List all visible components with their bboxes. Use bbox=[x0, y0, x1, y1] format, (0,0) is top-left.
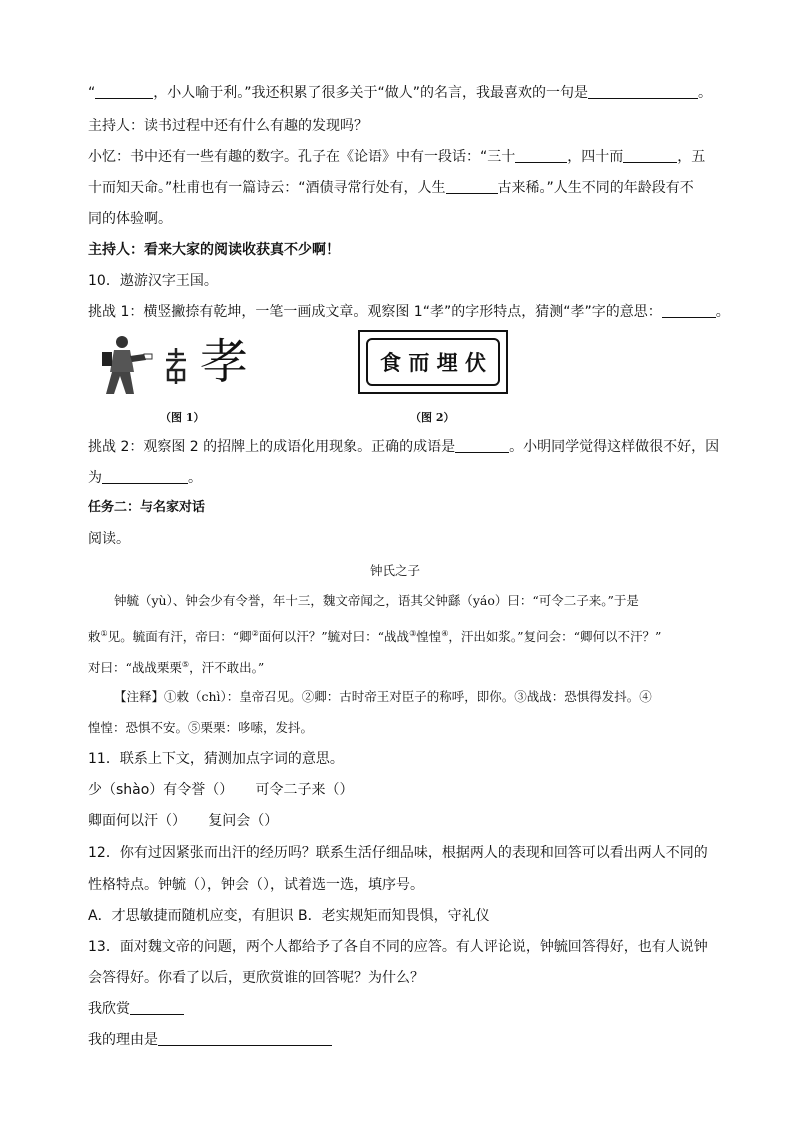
notes-line-2: 惶惶：恐惧不安。⑤栗栗：哆嗦，发抖。 bbox=[88, 720, 314, 735]
answer-blank[interactable] bbox=[446, 179, 498, 194]
question-11-items-b: 卿面何以汗（） 复问会（） bbox=[88, 813, 279, 829]
passage-line-1: 钟毓（yù）、钟会少有令誉，年十三，魏文帝闻之，语其父钟繇（yáo）曰：“可令二子来。”于是 bbox=[114, 593, 639, 608]
line-5: 同的体验啊。 bbox=[88, 211, 172, 227]
challenge-1: 挑战 1：横竖撇捺有乾坤，一笔一画成文章。观察图 1“孝”的字形特点，猜测“孝”字的意思： 。 bbox=[88, 304, 730, 320]
line-4: 十而知天命。”杜甫也有一篇诗云：“酒债寻常行处有，人生 古来稀。”人生不同的年龄段有不 bbox=[88, 180, 694, 196]
passage-line-3: 对曰：“战战栗栗⑤，汗不敢出。” bbox=[88, 660, 265, 676]
figure-1-caption: （图 1） bbox=[160, 411, 205, 424]
question-12-options: A．才思敏捷而随机应变，有胆识 B．老实规矩而知畏惧，守礼仪 bbox=[88, 908, 490, 924]
task-2-heading: 任务二：与名家对话 bbox=[88, 500, 206, 515]
answer-blank[interactable] bbox=[102, 469, 188, 484]
answer-blank[interactable] bbox=[623, 148, 677, 163]
passage-line-2: 敕①见。毓面有汗，帝曰：“卿②面何以汗？”毓对曰：“战战③惶惶④，汗出如浆。”复问会：“卿何以不汗？” bbox=[88, 629, 662, 645]
line-3: 小忆：书中还有一些有趣的数字。孔子在《论语》中有一段话：“三十 ，四十而 ，五 bbox=[88, 149, 706, 165]
challenge-2: 挑战 2：观察图 2 的招牌上的成语化用现象。正确的成语是 。小明同学觉得这样做很不好，因 bbox=[88, 439, 720, 455]
answer-blank[interactable] bbox=[455, 438, 509, 453]
answer-blank[interactable] bbox=[130, 1000, 184, 1015]
answer-blank[interactable] bbox=[662, 303, 716, 318]
figure-person-illustration bbox=[96, 332, 156, 404]
challenge-2-reason: 为 。 bbox=[88, 470, 202, 486]
question-12-line-2: 性格特点。钟毓（），钟会（），试着选一选，填序号。 bbox=[88, 877, 424, 893]
question-12: 12．你有过因紧张而出汗的经历吗？联系生活仔细品味，根据两人的表现和回答可以看出两人不同的 bbox=[88, 845, 708, 861]
question-11: 11．联系上下文，猜测加点字词的意思。 bbox=[88, 751, 344, 767]
answer-blank[interactable] bbox=[588, 84, 698, 99]
answer-blank[interactable] bbox=[158, 1031, 332, 1046]
notes-line-1: 【注释】①敕（chì）：皇帝召见。②卿：古时帝王对臣子的称呼，即你。③战战：恐惧得发抖。④ bbox=[114, 689, 652, 704]
answer-blank[interactable] bbox=[95, 84, 153, 99]
line-6: 主持人：看来大家的阅读收获真不少啊！ bbox=[88, 242, 340, 258]
figure-1 bbox=[96, 332, 266, 404]
line-1: “ ，小人喻于利。”我还积累了很多关于“做人”的名言，我最喜欢的一句是 。 bbox=[88, 85, 713, 101]
answer-blank[interactable] bbox=[515, 148, 567, 163]
read-label: 阅读。 bbox=[88, 531, 130, 547]
passage-title: 钟氏之子 bbox=[370, 563, 421, 578]
question-13: 13．面对魏文帝的问题，两个人都给予了各自不同的应答。有人评论说，钟毓回答得好，也有人说钟 bbox=[88, 939, 708, 955]
question-11-items-a: 少（shào）有令誉（） 可令二子来（） bbox=[88, 782, 354, 798]
question-10: 10．遨游汉字王国。 bbox=[88, 273, 218, 289]
signboard-text: 食 而 埋 伏 bbox=[380, 350, 486, 375]
answer-my-reason: 我的理由是 bbox=[88, 1031, 332, 1049]
question-13-line-2: 会答得好。你看了以后，更欣赏谁的回答呢？为什么？ bbox=[88, 970, 424, 986]
figure-2-signboard bbox=[358, 330, 508, 394]
figure-2-caption: （图 2） bbox=[410, 411, 455, 424]
host-question: 主持人：读书过程中还有什么有趣的发现吗？ bbox=[88, 118, 368, 134]
ancient-xiao-glyph bbox=[162, 346, 190, 386]
xiao-character: 孝 bbox=[200, 334, 249, 390]
answer-i-admire: 我欣赏 bbox=[88, 1000, 184, 1018]
